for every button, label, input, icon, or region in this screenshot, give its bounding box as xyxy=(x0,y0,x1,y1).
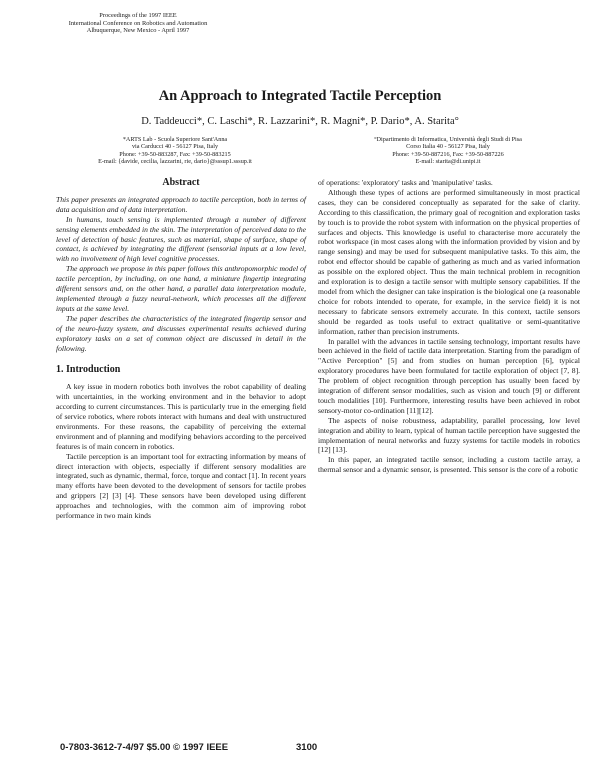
body-paragraph: In parallel with the advances in tactile sensing technology, important results have been achieved in the field of tactile data interpretation. Starting from the paradigm of "Active Perception" [5] and from studies on human perception [6], typical exploratory procedures have been formulated for tactile exploration of object [7, 8]. The problem of object recognition through perception has usually been faced by integration of different sensor modalities, such as vision and touch [9] or different touch modalities [10]. Furthermore, interesting results have been achieved in robot sensory-motor co-ordination [11][12]. xyxy=(318,336,580,415)
affiliation-line: *ARTS Lab - Scuola Superiore Sant'Anna xyxy=(122,136,228,143)
affiliation-left xyxy=(40,136,310,166)
body-paragraph: Although these types of actions are performed simultaneously in most practical cases, they can be considered conceptually as separated for the sake of clarity. According to this classification, the primary goal of recognition and exploration tasks by touch is to provide the robot system with information on the physical properties of surfaces and objects. This knowledge is useful to characterise more accurately the robot workspace (in most cases along with the information provided by vision and by range sensing) and may be used for subsequent manipulative tasks. To this aim, the robot end effector should be capable of gathering as much and as varied information as possible on the explored object. Thus the main technical problem in recognition and exploration is to design a tactile sensor with multiple sensory capabilities. If the model from which the designer can take inspiration is the biological one (a reasonable choice for robots intended to operate, for example, in the service field) it is not necessary to fabricate sensors extremely accurate. In this context, tactile sensors should be regarded as tools useful to extract qualitative or semi-quantitative information, rather than precision instruments. xyxy=(318,187,580,336)
abstract-paragraph: In humans, touch sensing is implemented through a number of different sensing elements embedded in the skin. The interpretation of perceived data to the level of detection of basic features, such as material, shape of surface, shape of contact, is achieved by integrating the different (sensorial inputs at a low level, with no involvement of high level cognitive processes. xyxy=(56,214,306,264)
copyright-footer: 0-7803-3612-7-4/97 $5.00 © 1997 IEEE xyxy=(60,742,229,753)
proceedings-line: Albuquerque, New Mexico - April 1997 xyxy=(86,27,190,35)
author-list: D. Taddeucci*, C. Laschi*, R. Lazzarini*, R. Magni*, P. Dario*, A. Starita° xyxy=(141,116,459,127)
affiliation-line: Corso Italia 40 - 56127 Pisa, Italy xyxy=(406,143,490,151)
proceedings-header xyxy=(62,12,214,35)
affiliation-line: Phone: +39-50-887216, Fax: +39-50-887226 xyxy=(392,150,504,158)
affiliation-line: E-mail: starita@di.unipi.it xyxy=(415,158,481,166)
paper-title: An Approach to Integrated Tactile Perception xyxy=(158,88,442,104)
right-column xyxy=(318,178,580,475)
abstract-body xyxy=(56,195,306,354)
abstract-paragraph: This paper presents an integrated approach to tactile perception, both in terms of data acquisition and of data interpretation. xyxy=(56,194,306,214)
affiliation-line: via Carducci 40 - 56127 Pisa, Italy xyxy=(131,143,219,151)
abstract-heading: Abstract xyxy=(162,177,200,188)
proceedings-line: International Conference on Robotics and Automation xyxy=(68,19,208,27)
affiliation-right xyxy=(312,136,584,166)
body-paragraph: The aspects of noise robustness, adaptability, parallel processing, low level integration and ability to learn, typical of human tactile perception have suggested the implementation of neural networks and fuzzy systems for tactile models in robotics [12] [13]. xyxy=(318,415,580,455)
affiliation-line: °Dipartimento di Informatica, Università degli Studi di Pisa xyxy=(374,136,522,143)
abstract-paragraph: The approach we propose in this paper follows this anthropomorphic model of tactile perception, by including, on one hand, a miniature fingertip integrating different sensors and, on the other hand, a parallel data interpretation module, implemented through a fuzzy neural-network, which processes all the different inputs at the same level. xyxy=(56,264,306,313)
abstract-paragraph: The paper describes the characteristics of the integrated fingertip sensor and of the neuro-fuzzy system, and discusses experimental results achieved during exploratory tasks on a set of common object are discussed in detail in the following. xyxy=(56,313,306,353)
affiliation-line: E-mail: {davide, cecilia, lazzarini, rie, dario}@sssup1.sssup.it xyxy=(98,158,252,166)
page-number: 3100 xyxy=(296,742,318,753)
left-column xyxy=(56,178,306,521)
body-paragraph: A key issue in modern robotics both involves the robot capability of dealing with uncertainties, in the working environment and in the behavior to adopt according to current circumstances. This is particularly true in the emerging field of service robotics, where robots interact with humans and deal with unstructured environments. For these reasons, the capability of perceiving the external environment and of planning and modifying behaviors according to the perceived features is of main concern in robotics. xyxy=(56,382,306,451)
body-paragraph: In this paper, an integrated tactile sensor, including a custom tactile array, a thermal sensor and a dynamic sensor, is presented. This sensor is the core of a robotic xyxy=(318,455,580,475)
proceedings-line: Proceedings of the 1997 IEEE xyxy=(99,12,177,19)
affiliation-line: Phone: +39-50-883287, Fax: +39-50-883215 xyxy=(119,150,231,158)
body-paragraph: Tactile perception is an important tool for extracting information by means of direct interaction with objects, especially if different sensory modalities are integrated, such as dynamic, thermal, force, torque and contact [1]. In recent years many efforts have been devoted to the development of sensors for tactile probes and grippers [2] [3] [4]. These sensors have been developed using different approaches and technologies, with the common aim of improving robot performance in two main kinds xyxy=(56,451,306,521)
introduction-heading: 1. Introduction xyxy=(56,364,121,376)
body-paragraph: of operations: 'exploratory' tasks and 'manipulative' tasks. xyxy=(318,178,493,187)
